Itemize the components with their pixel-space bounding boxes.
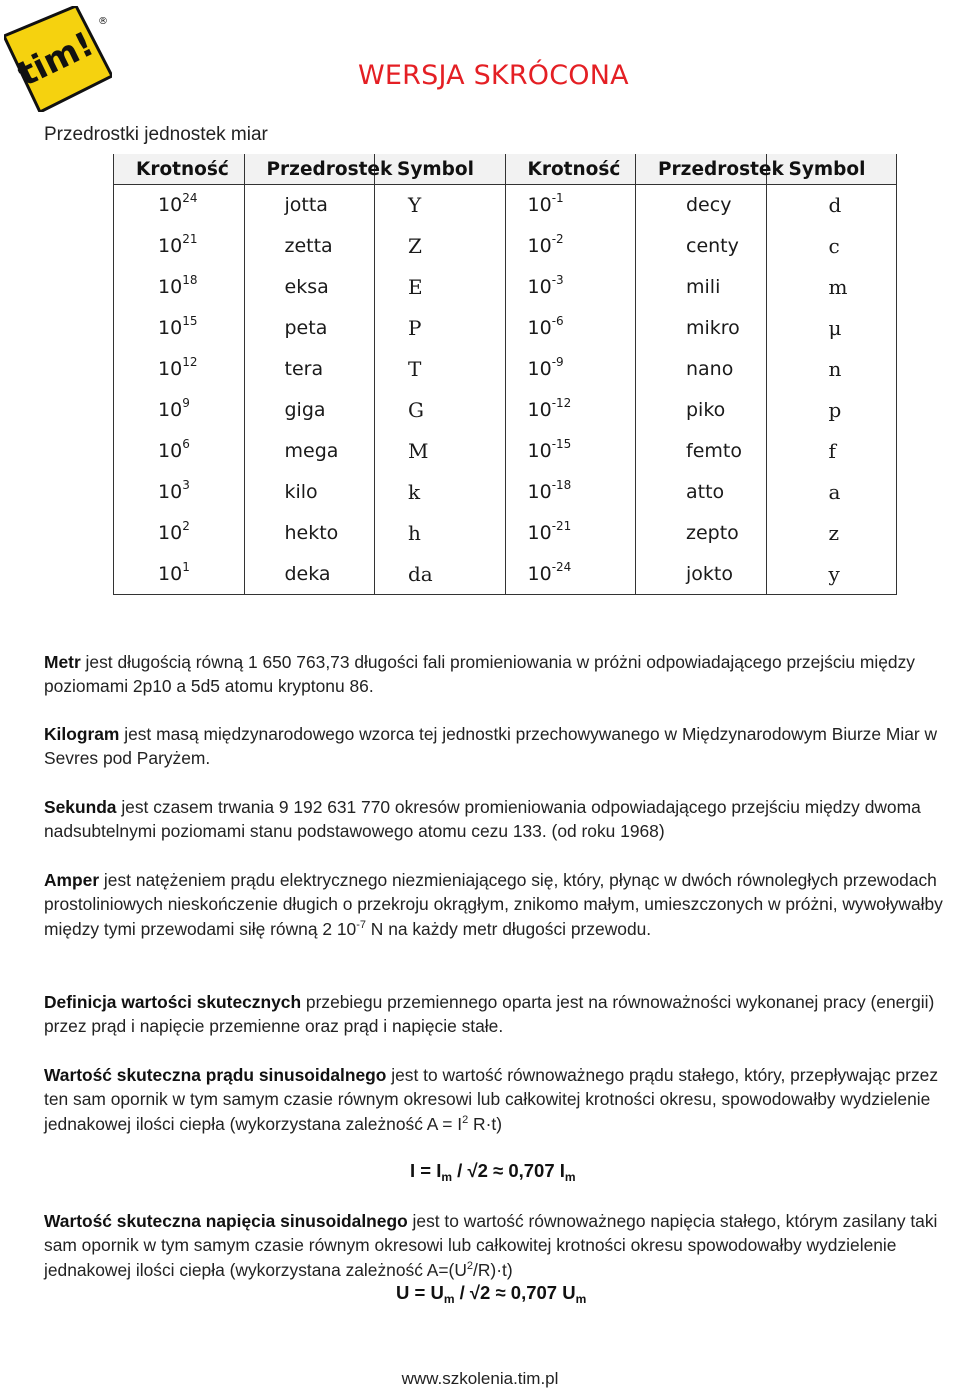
multiplier-base: 10 bbox=[158, 276, 183, 299]
prefix-symbol: c bbox=[828, 234, 840, 259]
multiplier-base: 10 bbox=[527, 521, 552, 544]
multiplier-base: 10 bbox=[158, 235, 183, 258]
multiplier-exponent: -1 bbox=[551, 191, 564, 206]
table-row bbox=[114, 308, 897, 349]
multiplier-cell bbox=[505, 349, 636, 390]
prefix-name: jokto bbox=[686, 562, 733, 585]
prefix-name: nano bbox=[686, 358, 734, 380]
text-amper-2: N na każdy metr długości przewodu. bbox=[365, 918, 652, 939]
table-header-row bbox=[114, 154, 897, 185]
multiplier-exponent: 21 bbox=[182, 232, 198, 247]
multiplier-cell bbox=[505, 308, 636, 349]
prefix-cell bbox=[244, 430, 375, 471]
symbol-cell bbox=[375, 267, 506, 308]
header-symbol: Symbol bbox=[375, 154, 506, 185]
table-row bbox=[114, 512, 897, 553]
term-metr: Metr bbox=[44, 652, 81, 672]
table-row bbox=[114, 430, 897, 471]
prefix-name: zepto bbox=[686, 521, 739, 544]
prefix-symbol: f bbox=[828, 438, 836, 463]
prefix-name: decy bbox=[686, 194, 732, 217]
multiplier-cell bbox=[505, 389, 636, 430]
multiplier-base: 10 bbox=[158, 562, 183, 585]
table-row bbox=[114, 267, 897, 308]
symbol-cell bbox=[766, 308, 897, 349]
multiplier-base: 10 bbox=[527, 194, 552, 217]
prefix-name: tera bbox=[284, 358, 324, 380]
paragraph-metr bbox=[44, 650, 954, 699]
prefix-symbol: k bbox=[408, 479, 421, 504]
multiplier-cell bbox=[505, 512, 636, 553]
prefix-cell bbox=[244, 308, 375, 349]
prefix-cell bbox=[636, 512, 767, 553]
formula-current-lhs: I = I bbox=[410, 1160, 442, 1181]
table-row bbox=[114, 471, 897, 512]
multiplier-cell bbox=[505, 185, 636, 226]
multiplier-exponent: -18 bbox=[551, 477, 572, 492]
prefix-cell bbox=[636, 349, 767, 390]
multiplier-base: 10 bbox=[527, 439, 552, 462]
multiplier-base: 10 bbox=[527, 276, 552, 299]
multiplier-cell bbox=[505, 553, 636, 594]
prefix-symbol: z bbox=[828, 520, 840, 545]
logo-text: tim! bbox=[11, 24, 101, 95]
table-row bbox=[114, 389, 897, 430]
table-row bbox=[114, 349, 897, 390]
prefix-name: mega bbox=[284, 439, 339, 462]
multiplier-exponent: 12 bbox=[182, 355, 198, 369]
prefix-symbol: a bbox=[828, 479, 841, 504]
multiplier-base: 10 bbox=[527, 398, 552, 421]
prefix-name: centy bbox=[686, 235, 739, 258]
multiplier-cell bbox=[114, 308, 245, 349]
multiplier-base: 10 bbox=[527, 358, 552, 380]
table-body bbox=[114, 185, 897, 595]
prefix-symbol: T bbox=[408, 357, 422, 381]
prefix-cell bbox=[636, 308, 767, 349]
text-sekunda: jest czasem trwania 9 192 631 770 okresów promieniowania odpowiadającego przejściu między dwoma nadsubtelnymi poziomami stanu podstawowego atomu cezu 133. (od roku 1968) bbox=[44, 797, 921, 842]
multiplier-base: 10 bbox=[527, 235, 552, 258]
multiplier-base: 10 bbox=[158, 358, 183, 380]
prefix-cell bbox=[636, 185, 767, 226]
term-amper: Amper bbox=[44, 870, 100, 890]
prefix-symbol: h bbox=[408, 520, 421, 545]
symbol-cell bbox=[375, 389, 506, 430]
text-metr: jest długością równą 1 650 763,73 długości fali promieniowania w próżni odpowiadającego przejściu między poziomami 2p10 a 5d5 atomu kryptonu 86. bbox=[44, 652, 915, 697]
prefix-cell bbox=[244, 553, 375, 594]
header-krotnosc: Krotność bbox=[114, 154, 245, 185]
prefix-cell bbox=[244, 471, 375, 512]
symbol-cell bbox=[375, 185, 506, 226]
formula-current-sub2: m bbox=[564, 1170, 576, 1184]
prefix-name: deka bbox=[284, 562, 331, 585]
prefix-table bbox=[113, 154, 897, 595]
multiplier-base: 10 bbox=[158, 317, 183, 340]
multiplier-exponent: -12 bbox=[551, 395, 572, 410]
multiplier-cell bbox=[114, 267, 245, 308]
multiplier-base: 10 bbox=[158, 194, 183, 217]
text-napiecie-2: /R)·t) bbox=[473, 1259, 513, 1280]
formula-voltage-mid: / √2 ≈ 0,707 U bbox=[454, 1282, 576, 1303]
formula-voltage-sub1: m bbox=[443, 1292, 455, 1306]
prefix-symbol: y bbox=[828, 561, 840, 586]
multiplier-exponent: 15 bbox=[182, 314, 198, 329]
text-prad-1: jest to wartość równoważnego prądu stałego, który, przepływając przez ten sam opornik w tym samym czasie równym okresowi lub całkowitej krotności okresu, spowodowałby wydzielenie jednakowej ilości ciepła (wykorzystana zależność A = I bbox=[44, 1065, 939, 1134]
exponent-amper: -7 bbox=[356, 918, 366, 931]
prefix-name: hekto bbox=[284, 521, 339, 544]
multiplier-exponent: -9 bbox=[551, 355, 564, 369]
multiplier-cell bbox=[505, 471, 636, 512]
multiplier-exponent: -15 bbox=[551, 436, 572, 451]
formula-current bbox=[410, 1160, 576, 1182]
prefix-name: femto bbox=[686, 439, 742, 462]
multiplier-exponent: 24 bbox=[182, 191, 198, 206]
multiplier-cell bbox=[505, 267, 636, 308]
multiplier-base: 10 bbox=[158, 398, 183, 421]
paragraph-amper bbox=[44, 868, 954, 941]
prefix-cell bbox=[636, 226, 767, 267]
formula-voltage bbox=[396, 1282, 586, 1304]
text-kilogram: jest masą międzynarodowego wzorca tej jednostki przechowywanego w Międzynarodowym Biurze Miar w Sevres pod Paryżem. bbox=[44, 724, 938, 769]
prefix-cell bbox=[244, 512, 375, 553]
tim-logo-graphic bbox=[4, 6, 112, 112]
symbol-cell bbox=[375, 471, 506, 512]
paragraph-definicja bbox=[44, 990, 954, 1039]
multiplier-exponent: 2 bbox=[182, 518, 190, 533]
symbol-cell bbox=[766, 553, 897, 594]
text-amper-1: jest natężeniem prądu elektrycznego niezmieniającego się, który, płynąc w dwóch równoległych przewodach prostoliniowych nieskończenie długich o przekroju okrągłym, znikomo małym, umieszczonych w próżni, wywoływałby między tymi przewodami siłę równą 2 10 bbox=[44, 870, 943, 939]
prefix-name: kilo bbox=[284, 480, 318, 503]
symbol-cell bbox=[766, 267, 897, 308]
paragraph-sekunda bbox=[44, 795, 954, 844]
prefix-cell bbox=[244, 267, 375, 308]
prefix-symbol: Y bbox=[408, 193, 422, 218]
multiplier-base: 10 bbox=[158, 521, 183, 544]
symbol-cell bbox=[375, 308, 506, 349]
multiplier-base: 10 bbox=[527, 480, 552, 503]
symbol-cell bbox=[375, 553, 506, 594]
multiplier-cell bbox=[114, 553, 245, 594]
multiplier-exponent: -24 bbox=[551, 559, 572, 574]
prefix-symbol: μ bbox=[828, 316, 842, 341]
prefix-symbol: M bbox=[408, 438, 429, 463]
prefix-name: giga bbox=[284, 398, 326, 421]
multiplier-exponent: 9 bbox=[182, 395, 190, 410]
prefix-name: peta bbox=[284, 317, 328, 340]
formula-voltage-sub2: m bbox=[575, 1292, 587, 1306]
symbol-cell bbox=[766, 389, 897, 430]
exponent-napiecie: 2 bbox=[466, 1259, 474, 1272]
multiplier-exponent: 6 bbox=[182, 436, 190, 451]
prefix-cell bbox=[244, 389, 375, 430]
term-prad: Wartość skuteczna prądu sinusoidalnego bbox=[44, 1065, 387, 1085]
prefix-name: mikro bbox=[686, 317, 740, 340]
prefix-cell bbox=[636, 430, 767, 471]
multiplier-exponent: 1 bbox=[182, 559, 190, 574]
symbol-cell bbox=[766, 512, 897, 553]
multiplier-exponent: -21 bbox=[551, 518, 572, 533]
table-caption: Przedrostki jednostek miar bbox=[44, 124, 268, 145]
table-row bbox=[114, 226, 897, 267]
multiplier-base: 10 bbox=[527, 317, 552, 340]
symbol-cell bbox=[766, 349, 897, 390]
symbol-cell bbox=[766, 471, 897, 512]
prefix-cell bbox=[244, 185, 375, 226]
term-kilogram: Kilogram bbox=[44, 724, 120, 744]
table-row bbox=[114, 185, 897, 226]
prefix-symbol: Z bbox=[408, 234, 422, 259]
symbol-cell bbox=[375, 512, 506, 553]
text-napiecie-1: jest to wartość równoważnego napięcia stałego, którym zasilany taki sam opornik w tym samym czasie równym okresowi lub całkowitej krotności okresu spowodowałby wydzielenie jednakowej ilości ciepła (wykorzystana zależność A=(U bbox=[44, 1211, 938, 1280]
multiplier-cell bbox=[114, 512, 245, 553]
formula-current-sub1: m bbox=[441, 1170, 453, 1184]
header-krotnosc-2: Krotność bbox=[505, 154, 636, 185]
prefix-symbol: p bbox=[828, 397, 842, 422]
term-sekunda: Sekunda bbox=[44, 797, 117, 817]
symbol-cell bbox=[375, 430, 506, 471]
symbol-cell bbox=[375, 226, 506, 267]
prefix-cell bbox=[636, 471, 767, 512]
paragraph-kilogram bbox=[44, 722, 954, 771]
prefix-name: piko bbox=[686, 398, 726, 421]
header-przedrostek-2: Przedrostek bbox=[636, 154, 767, 185]
symbol-cell bbox=[766, 226, 897, 267]
svg-text:®: ® bbox=[98, 16, 108, 27]
multiplier-cell bbox=[505, 430, 636, 471]
symbol-cell bbox=[766, 430, 897, 471]
multiplier-exponent: 18 bbox=[182, 273, 198, 288]
prefix-cell bbox=[636, 389, 767, 430]
term-definicja: Definicja wartości skutecznych bbox=[44, 992, 302, 1012]
prefix-cell bbox=[636, 553, 767, 594]
symbol-cell bbox=[766, 185, 897, 226]
term-napiecie: Wartość skuteczna napięcia sinusoidalnego bbox=[44, 1211, 408, 1231]
prefix-name: mili bbox=[686, 276, 721, 299]
exponent-prad: 2 bbox=[462, 1113, 469, 1126]
prefix-symbol: d bbox=[828, 193, 842, 218]
paragraph-prad bbox=[44, 1063, 954, 1136]
prefix-cell bbox=[244, 349, 375, 390]
multiplier-exponent: 3 bbox=[182, 477, 190, 492]
multiplier-cell bbox=[114, 471, 245, 512]
prefix-symbol: m bbox=[828, 275, 848, 300]
prefix-cell bbox=[244, 226, 375, 267]
table-row bbox=[114, 553, 897, 594]
multiplier-base: 10 bbox=[158, 480, 183, 503]
multiplier-cell bbox=[505, 226, 636, 267]
symbol-cell bbox=[375, 349, 506, 390]
multiplier-exponent: -2 bbox=[551, 232, 564, 247]
multiplier-cell bbox=[114, 226, 245, 267]
tim-logo bbox=[4, 6, 112, 112]
formula-current-mid: / √2 ≈ 0,707 I bbox=[452, 1160, 565, 1181]
prefix-symbol: P bbox=[408, 316, 422, 341]
multiplier-exponent: -6 bbox=[551, 314, 564, 329]
multiplier-base: 10 bbox=[158, 439, 183, 462]
paragraph-napiecie bbox=[44, 1209, 954, 1282]
prefix-symbol: G bbox=[408, 397, 424, 422]
prefix-name: eksa bbox=[284, 276, 329, 299]
multiplier-cell bbox=[114, 349, 245, 390]
multiplier-cell bbox=[114, 389, 245, 430]
prefix-symbol: n bbox=[828, 357, 842, 381]
multiplier-exponent: -3 bbox=[551, 273, 564, 288]
prefix-name: zetta bbox=[284, 235, 333, 258]
text-definicja: przebiegu przemiennego oparta jest na równoważności wykonanej pracy (energii) przez prąd i napięcie przemienne oraz prąd i napięcie stałe. bbox=[44, 992, 935, 1037]
multiplier-cell bbox=[114, 430, 245, 471]
formula-voltage-lhs: U = U bbox=[396, 1282, 444, 1303]
text-prad-2: R·t) bbox=[468, 1113, 502, 1134]
prefix-name: atto bbox=[686, 480, 725, 503]
header-przedrostek: Przedrostek bbox=[244, 154, 375, 185]
prefix-name: jotta bbox=[284, 194, 328, 217]
prefix-symbol: E bbox=[408, 275, 423, 300]
prefix-symbol: da bbox=[408, 561, 433, 586]
multiplier-cell bbox=[114, 185, 245, 226]
footer-url: www.szkolenia.tim.pl bbox=[401, 1369, 559, 1388]
multiplier-base: 10 bbox=[527, 562, 552, 585]
header-symbol-2: Symbol bbox=[766, 154, 897, 185]
prefix-cell bbox=[636, 267, 767, 308]
page-title: WERSJA SKRÓCONA bbox=[358, 60, 629, 91]
